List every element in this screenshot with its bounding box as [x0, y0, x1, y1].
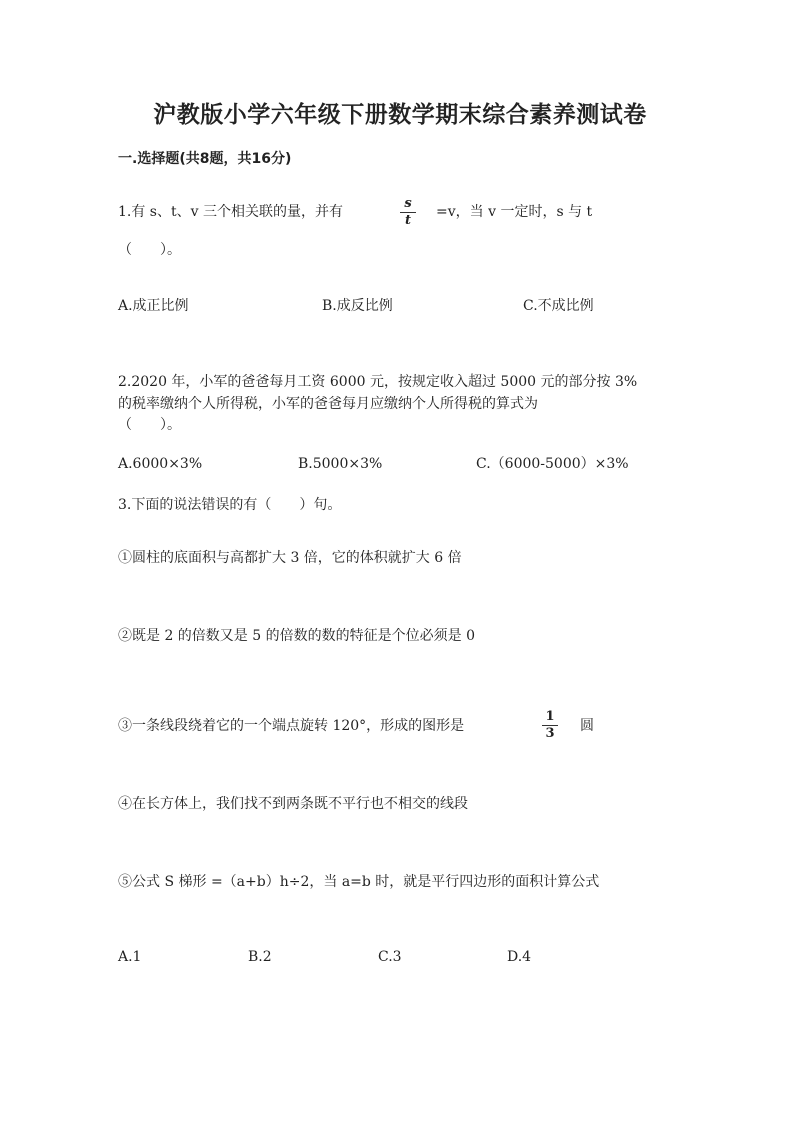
q2-option-c: C.（6000-5000）×3%: [476, 456, 629, 472]
q3-statement-1: ①圆柱的底面积与高都扩大 3 倍，它的体积就扩大 6 倍: [118, 550, 462, 566]
q3-stem: 3.下面的说法错误的有（ ）句。: [118, 497, 342, 513]
q2-stem-line1: 2.2020 年，小军的爸爸每月工资 6000 元，按规定收入超过 5000 元的部分按 3%: [118, 374, 638, 390]
q1-stem-part2: =v，当 v 一定时，s 与 t: [436, 204, 593, 220]
q3-option-d: D.4: [507, 949, 532, 965]
q1-blank: （ ）。: [118, 242, 181, 258]
q1-option-c: C.不成比例: [523, 298, 594, 314]
q3-option-b: B.2: [248, 949, 272, 965]
q3-option-a: A.1: [118, 949, 142, 965]
q1-fraction: [400, 197, 416, 228]
page-title: 沪教版小学六年级下册数学期末综合素养测试卷: [153, 102, 647, 128]
q3-fraction-denominator: 3: [545, 726, 555, 741]
q2-stem-line2: 的税率缴纳个人所得税，小军的爸爸每月应缴纳个人所得税的算式为: [118, 396, 538, 412]
q2-option-a: A.6000×3%: [118, 456, 203, 472]
q1-fraction-numerator: s: [404, 196, 412, 211]
q1-stem-part1: 1.有 s、t、v 三个相关联的量，并有: [118, 204, 343, 220]
q2-option-b: B.5000×3%: [298, 456, 383, 472]
q3-fraction: [542, 710, 558, 741]
q3-option-c: C.3: [378, 949, 402, 965]
q3-statement-5: ⑤公式 S 梯形 =（a+b）h÷2，当 a=b 时，就是平行四边形的面积计算公式: [118, 874, 600, 890]
q3-fraction-numerator: 1: [545, 709, 555, 724]
q3-statement-3-part2: 圆: [580, 718, 594, 734]
section-heading: 一.选择题(共8题，共16分): [118, 151, 292, 167]
q1-fraction-denominator: t: [404, 213, 411, 228]
q3-statement-4: ④在长方体上，我们找不到两条既不平行也不相交的线段: [118, 796, 468, 812]
q3-statement-3-part1: ③一条线段绕着它的一个端点旋转 120°，形成的图形是: [118, 718, 465, 734]
q1-option-a: A.成正比例: [118, 298, 189, 314]
q2-blank: （ ）。: [118, 417, 181, 433]
q3-statement-2: ②既是 2 的倍数又是 5 的倍数的数的特征是个位必须是 0: [118, 628, 475, 644]
q1-option-b: B.成反比例: [322, 298, 393, 314]
